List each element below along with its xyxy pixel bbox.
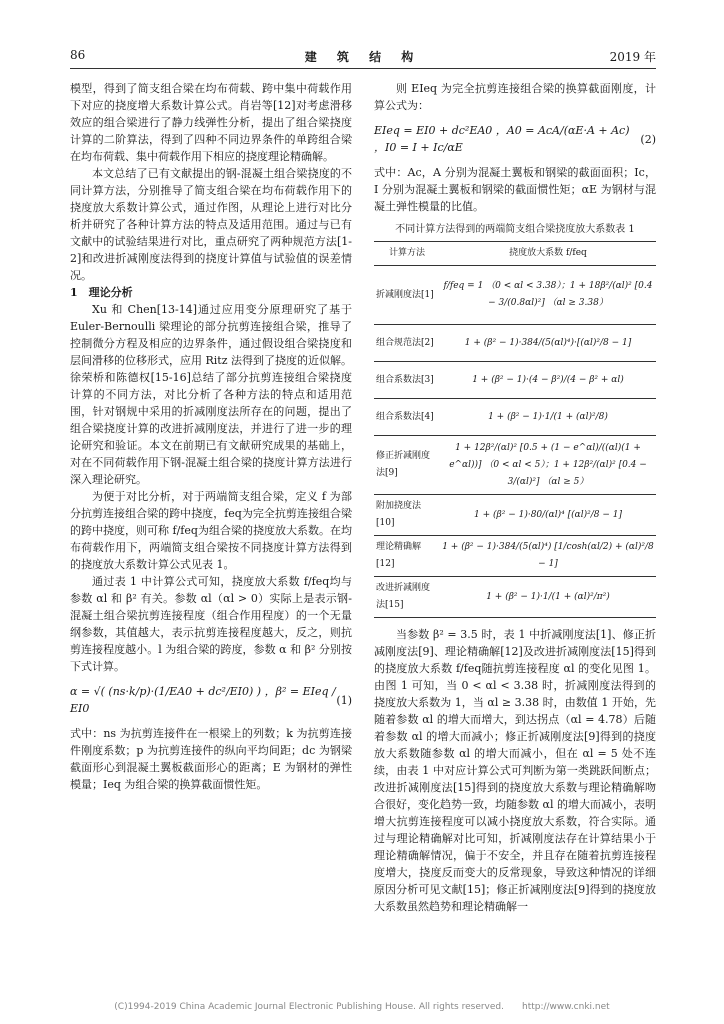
table-header-method: 计算方法 (374, 242, 440, 266)
equation-2 (374, 122, 656, 156)
table-row (374, 399, 656, 436)
paragraph: 当参数 β² = 3.5 时，表 1 中折减刚度法[1]、修正折减刚度法[9]、理论精确解[12]及改进折减刚度法[15]得到的挠度放大系数 f/feq随抗剪连接程度 αl 的变化见图 1。由图 1 可知，当 0 < αl < 3.38 时，折减刚度法得到的挠度放大系数为 1，当 αl ≥ 3.38 时，由数值 1 开始，先随着参数 αl 的增大而增大，到达拐点（αl = 4.78）后随着参数 αl 的增大而减小；修正折减刚度法[9]得到的挠度放大系数随参数 αl 的增大而减小，但在 αl = 5 处不连续，由表 1 中对应计算公式可判断为第一类跳跃间断点；改进折减刚度法[15]得到的挠度放大系数与理论精确解吻合很好，变化趋势一致，均随参数 αl 的增大而减小，表明增大抗剪连接程度可以减小挠度放大系数，符合实际。通过与理论精确解对比可知，折减刚度法存在计算结果小于理论精确解情况，偏于不安全，并且存在随着抗剪连接程度增大，挠度反而变大的反常现象，导致这种情况的详细原因分析可见文献[15]；修正折减刚度法[9]得到的挠度放大系数虽然趋势和理论精确解一 (374, 628, 656, 913)
table-cell-formula: f/feq = 1 （0 < αl < 3.38）；1 + 18β²/(αl)² [0.4 − 3/(0.8αl)²] （αl ≥ 3.38） (440, 266, 656, 325)
table-cell-method: 组合系数法[3] (374, 362, 440, 399)
table-cell-method: 附加挠度法[10] (374, 495, 440, 536)
table-cell-formula: 1 + (β² − 1)·(4 − β²)/(4 − β² + αl) (440, 362, 656, 399)
table-cell-formula: 1 + (β² − 1)·1/(1 + (αl)²/π²) (440, 577, 656, 618)
table-row (374, 436, 656, 495)
paragraph: 本文总结了已有文献提出的钢-混凝土组合梁挠度的不同计算方法，分别推导了简支组合梁在均布荷载作用下的挠度放大系数计算公式，通过作图，从理论上进行对比分析并研究了各种计算方法的特点及适用范围。通过与已有文献中的试验结果进行对比，重点研究了两种规范方法[1-2]和改进折减刚度法得到的挠度计算值与试验值的误差情况。 (70, 167, 352, 282)
paragraph: 模型，得到了简支组合梁在均布荷载、跨中集中荷载作用下对应的挠度增大系数计算公式。肖岩等[12]对考虑滑移效应的组合梁进行了静力线弹性分析，提出了组合梁挠度计算的二阶算法，得到了四种不同边界条件的单跨组合梁在均布荷载、集中荷载作用下相应的挠度理论精确解。 (70, 82, 352, 163)
equation-2-body: EIeq = EI0 + dc²EA0 ，A0 = AcA/(αE·A + Ac) ，I0 = I + Ic/αE (374, 124, 630, 154)
table-cell-method: 组合系数法[4] (374, 399, 440, 436)
paragraph: 通过表 1 中计算公式可知，挠度放大系数 f/feq均与参数 αl 和 β² 有关。参数 αl（αl > 0）实际上是表示钢-混凝土组合梁抗剪连接程度（组合作用程度）的一个无量纲参数，其值越大，表示抗剪连接程度越大，反之，则抗剪连接程度越小。l 为组合梁的跨度，参数 α 和 β² 分别按下式计算。 (70, 575, 352, 673)
section-heading: 1 理论分析 (70, 286, 133, 299)
year: 2019 年 (609, 50, 656, 64)
table-caption: 不同计算方法得到的两端简支组合梁挠度放大系数表 1 (395, 224, 635, 235)
table-row (374, 577, 656, 618)
journal-title: 建 筑 结 构 (304, 50, 422, 64)
table-cell-formula: 1 + 12β²/(αl)² [0.5 + (1 − e^αl)/((αl)(1 + e^αl))] （0 < αl < 5）；1 + 12β²/(αl)² [0.4 − 3/(αl)²] （αl ≥ 5） (440, 436, 656, 495)
page-number: 86 (70, 48, 86, 62)
table-cell-formula: 1 + (β² − 1)·1/(1 + (αl)²/8) (440, 399, 656, 436)
paragraph: 式中：ns 为抗剪连接件在一根梁上的列数；k 为抗剪连接件刚度系数；p 为抗剪连接件的纵向平均间距；dc 为钢梁截面形心到混凝土翼板截面形心的距离；E 为钢材的弹性模量；Ieq 为组合梁的换算截面惯性矩。 (70, 727, 352, 791)
table-row (374, 536, 656, 577)
table-cell-method: 组合规范法[2] (374, 325, 440, 362)
equation-1-body: α = √( (ns·k/p)·(1/EA0 + dc²/EI0) ) ，β² = EIeq / EI0 (70, 685, 336, 715)
header-rule (70, 68, 656, 69)
left-column (70, 80, 352, 793)
table-row (374, 266, 656, 325)
paragraph: 为便于对比分析，对于两端简支组合梁，定义 f 为部分抗剪连接组合梁的跨中挠度，feq为完全抗剪连接组合梁的跨中挠度，则可称 f/feq为组合梁的挠度放大系数。在均布荷载作用下，两端简支组合梁按不同挠度计算方法得到的挠度放大系数计算公式见表 1。 (70, 490, 352, 571)
table-header-formula: 挠度放大系数 f/feq (440, 242, 656, 266)
page-header (70, 48, 656, 66)
table-row (374, 362, 656, 399)
paragraph: Xu 和 Chen[13-14]通过应用变分原理研究了基于 Euler-Bernoulli 梁理论的部分抗剪连接组合梁，推导了控制微分方程及相应的边界条件，通过假设组合梁挠度和层间滑移的位移形式，应用 Ritz 法得到了挠度的近似解。徐荣桥和陈德权[15-16]总结了部分抗剪连接组合梁挠度计算的不同方法，对比分析了各种方法的特点和适用范围，针对钢规中采用的折减刚度法所存在的问题，提出了组合梁挠度计算的改进折减刚度法，并进行了进一步的理论研究和验证。本文在前期已有文献研究成果的基础上，对在不同荷载作用下钢-混凝土组合梁的挠度计算方法进行深入理论研究。 (70, 303, 353, 486)
table-cell-formula: 1 + (β² − 1)·80/(αl)⁴ [(αl)²/8 − 1] (440, 495, 656, 536)
deflection-factor-table (374, 241, 656, 618)
table-cell-method: 修正折减刚度法[9] (374, 436, 440, 495)
paragraph: 式中：Ac，A 分别为混凝土翼板和钢梁的截面面积；Ic，I 分别为混凝土翼板和钢梁的截面惯性矩；αE 为钢材与混凝土弹性模量的比值。 (374, 166, 656, 213)
table-row (374, 495, 656, 536)
table-cell-formula: 1 + (β² − 1)·384/(5(αl)⁴)·[(αl)²/8 − 1] (440, 325, 656, 362)
paragraph: 则 EIeq 为完全抗剪连接组合梁的换算截面刚度，计算公式为： (374, 82, 656, 112)
equation-1 (70, 683, 352, 717)
equation-2-number: (2) (640, 132, 656, 146)
table-cell-method: 折减刚度法[1] (374, 266, 440, 325)
copyright-footer: (C)1994-2019 China Academic Journal Electronic Publishing House. All rights reserved. http://www.cnki.net (114, 1002, 610, 1012)
equation-1-number: (1) (336, 693, 352, 707)
table-cell-formula: 1 + (β² − 1)·384/(5(αl)⁴) [1/cosh(αl/2) + (αl)²/8 − 1] (440, 536, 656, 577)
right-column (374, 80, 656, 915)
table-cell-method: 理论精确解[12] (374, 536, 440, 577)
table-cell-method: 改进折减刚度法[15] (374, 577, 440, 618)
table-row (374, 325, 656, 362)
table-header-row (374, 242, 656, 266)
